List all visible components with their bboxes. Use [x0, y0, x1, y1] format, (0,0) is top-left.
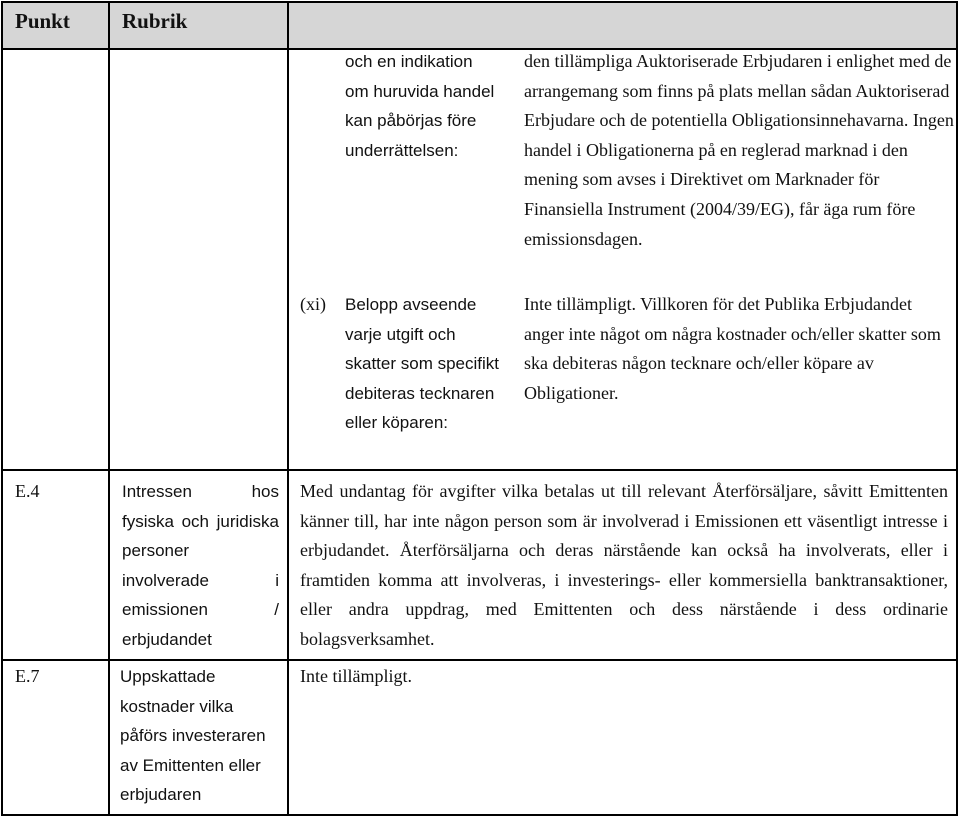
content-cell: Med undantag för avgifter vilka betalas ut till relevant Återförsäljare, såvitt Emittenten känner till, har inte någon person som är involverad i Emissionen ett väsentligt intresse i erbjudandet. Återförsäljarna och deras närstående kan också ha involverats, eller i framtiden komma att involveras, i investerings- eller kommersiella banktransaktioner, eller andra uppdrag, med Emittenten och dess närstående i dess ordinarie bolagsverksamhet. — [300, 481, 948, 649]
content-cell: Inte tillämpligt. — [300, 666, 412, 686]
sub-item-label: och en indikation om huruvida handel kan påbörjas före underrättelsen: — [345, 52, 495, 160]
sub-item-content: den tillämpliga Auktoriserade Erbjudaren i enlighet med de arrangemang som finns på plats mellan sådan Auktoriserad Erbjudare och de potentiella Obligationsinnehavarna. Ingen handel i Obligationerna på en reglerad marknad i den mening som avses i Direktivet om Marknader för Finansiella Instrument (2004/39/EG), får äga rum före emissionsdagen. — [524, 51, 954, 249]
sub-item-content: Inte tillämpligt. Villkoren för det Publika Erbjudandet anger inte något om några kostnader och/eller skatter som ska debiteras någon tecknare och/eller köpare av Obligationer. — [524, 294, 941, 403]
row-divider-e4 — [1, 469, 958, 471]
sub-item-number: (xi) — [300, 294, 326, 314]
table-border-top — [1, 1, 958, 3]
header-punkt: Punkt — [15, 9, 70, 33]
rubrik-cell: Uppskattade kostnader vilka påförs investeraren av Emittenten eller erbjudaren — [120, 667, 266, 805]
sub-item-label: Belopp avseende varje utgift och skatter som specifikt debiteras tecknaren eller köparen: — [345, 295, 499, 433]
punkt-cell: E.7 — [15, 666, 40, 686]
table-border-right — [956, 1, 958, 816]
header-rubrik: Rubrik — [122, 9, 188, 33]
table-border-bottom — [1, 814, 958, 816]
column-divider-rubrik — [287, 1, 289, 816]
row-divider-e7 — [1, 659, 958, 661]
column-divider-punkt — [108, 1, 110, 816]
punkt-cell: E.4 — [15, 481, 40, 501]
rubrik-cell: Intressen hos fysiska och juridiska personer involverade i emissionen / erbjudandet — [122, 482, 279, 649]
table-border-left — [1, 1, 3, 816]
